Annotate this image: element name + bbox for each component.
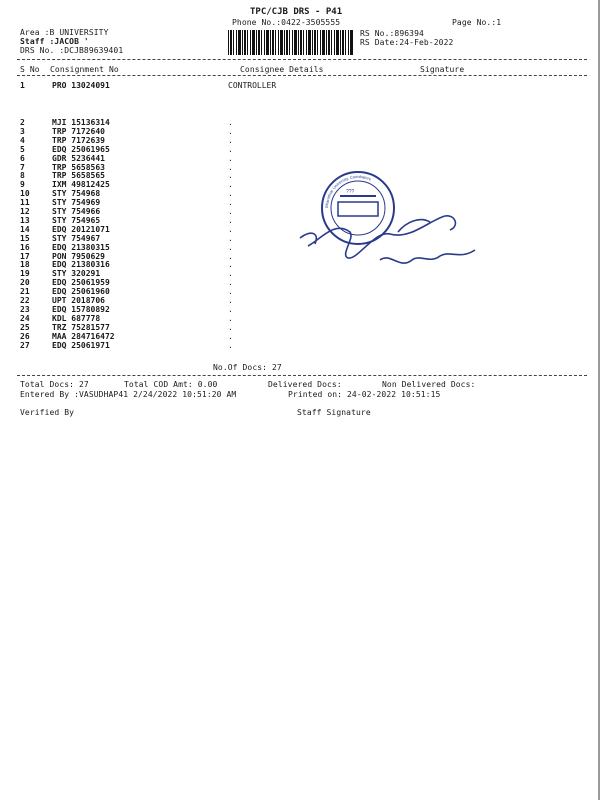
row-serial: 22 — [20, 296, 30, 305]
row-consignment: MAA 284716472 — [52, 331, 115, 341]
staff-label: Staff :JACOB ' — [20, 37, 89, 46]
row-consignee-details: . — [228, 322, 233, 332]
stamp-ring-text: Bharathiar University, Coimbatore — [323, 173, 373, 209]
document-title: TPC/CJB DRS - P41 — [250, 7, 343, 17]
row-consignment: EDQ 20121071 — [52, 224, 110, 234]
row-consignment: TRP 7172640 — [52, 126, 105, 136]
delivered-docs: Delivered Docs: — [268, 380, 342, 389]
row-consignee-details: . — [228, 180, 233, 190]
row-consignee-details: . — [228, 313, 233, 323]
row-serial: 27 — [20, 340, 30, 350]
row-consignee-details: . — [228, 171, 233, 181]
header-rule — [17, 59, 587, 60]
table-row — [0, 127, 600, 136]
row-consignee-details: . — [228, 331, 233, 341]
row-consignee-details: . — [228, 260, 233, 270]
row-serial: 15 — [20, 233, 30, 243]
row-serial: 13 — [20, 215, 30, 225]
row-serial: 1 — [20, 81, 25, 90]
row-consignment: STY 754968 — [52, 189, 101, 199]
row-consignment: STY 754967 — [52, 233, 101, 243]
row-serial: 26 — [20, 331, 30, 341]
row-serial: 7 — [20, 162, 25, 172]
row-consignment: EDQ 25061971 — [52, 340, 110, 350]
barcode — [228, 30, 354, 55]
row-consignee-details: . — [228, 278, 233, 288]
column-rule — [17, 75, 587, 76]
row-consignment: STY 754969 — [52, 198, 101, 208]
row-consignee-details: . — [228, 207, 233, 216]
table-row — [0, 305, 600, 314]
page-number: Page No.:1 — [452, 18, 502, 27]
row-consignee-details: . — [228, 198, 233, 208]
row-consignee-details: . — [228, 340, 233, 350]
row-serial: 8 — [20, 171, 25, 181]
table-row — [0, 323, 600, 332]
row-consignment: STY 320291 — [52, 269, 101, 279]
row-serial: 4 — [20, 135, 25, 145]
printed-on: Printed on: 24-02-2022 10:51:15 — [288, 390, 441, 399]
rs-date: RS Date:24-Feb-2022 — [360, 38, 454, 47]
row-consignment: GDR 5236441 — [52, 153, 105, 163]
row-consignee-details: . — [228, 162, 233, 172]
row-consignee-details: . — [228, 242, 233, 252]
row-consignment: TRP 5658563 — [52, 162, 105, 172]
row-serial: 19 — [20, 269, 30, 279]
row-consignee-details: . — [228, 287, 233, 297]
row-consignee-details: . — [228, 118, 233, 127]
row-consignment: EDQ 15780892 — [52, 304, 110, 314]
row-consignment: TRP 7172639 — [52, 135, 105, 145]
table-row — [0, 296, 600, 305]
row-serial: 24 — [20, 313, 30, 323]
row-serial: 16 — [20, 242, 30, 252]
row-serial: 14 — [20, 224, 30, 234]
row-consignee-details: . — [228, 296, 233, 305]
row-consignment: EDQ 25061959 — [52, 278, 110, 288]
row-consignment: TRP 5658565 — [52, 171, 105, 181]
table-row — [0, 341, 600, 350]
row-consignment: UPT 2018706 — [52, 296, 105, 305]
row-consignee-details: . — [228, 189, 233, 199]
row-consignment: STY 754965 — [52, 215, 101, 225]
table-row — [0, 145, 600, 154]
row-serial: 25 — [20, 322, 30, 332]
row-serial: 20 — [20, 278, 30, 288]
row-consignee-details: . — [228, 144, 233, 154]
col-signature: Signature — [420, 65, 465, 74]
staff-signature-label: Staff Signature — [297, 408, 371, 417]
row-serial: 9 — [20, 180, 25, 190]
row-consignment: IXM 49812425 — [52, 180, 110, 190]
footer-rule — [17, 375, 587, 376]
row-serial: 12 — [20, 207, 30, 216]
no-of-docs: No.Of Docs: 27 — [213, 363, 282, 372]
table-row — [0, 81, 600, 90]
row-serial: 18 — [20, 260, 30, 270]
area-label: Area :B UNIVERSITY — [20, 28, 109, 37]
row-consignee-details: . — [228, 269, 233, 279]
row-consignment: EDQ 25061960 — [52, 287, 110, 297]
table-row — [0, 118, 600, 127]
row-serial: 5 — [20, 144, 25, 154]
stamp-center-text: ??? — [346, 189, 355, 195]
col-sno: S No — [20, 65, 40, 74]
entered-by: Entered By :VASUDHAP41 2/24/2022 10:51:20 AM — [20, 390, 237, 399]
row-consignee-details: . — [228, 135, 233, 145]
col-consignee: Consignee Details — [240, 65, 324, 74]
row-consignment: EDQ 21380315 — [52, 242, 110, 252]
row-serial: 21 — [20, 287, 30, 297]
row-serial: 23 — [20, 304, 30, 314]
table-row — [0, 136, 600, 145]
table-row — [0, 314, 600, 323]
row-consignment: MJI 15136314 — [52, 118, 110, 127]
total-cod: Total COD Amt: 0.00 — [124, 380, 218, 389]
row-serial: 17 — [20, 251, 30, 261]
row-consignee-details: . — [228, 126, 233, 136]
row-consignment: TRZ 75281577 — [52, 322, 110, 332]
row-consignment: KDL 687778 — [52, 313, 101, 323]
rs-number: RS No.:896394 — [360, 29, 424, 38]
non-delivered-docs: Non Delivered Docs: — [382, 380, 476, 389]
row-consignee-details: . — [228, 224, 233, 234]
row-serial: 6 — [20, 153, 25, 163]
row-consignment: EDQ 21380316 — [52, 260, 110, 270]
row-serial: 10 — [20, 189, 30, 199]
row-serial: 3 — [20, 126, 25, 136]
university-stamp — [322, 172, 394, 244]
row-consignee-details: . — [228, 153, 233, 163]
verified-by: Verified By — [20, 408, 75, 417]
row-consignee-details: . — [228, 233, 233, 243]
row-consignment: PRO 13024091 — [52, 81, 110, 90]
table-row — [0, 332, 600, 341]
col-consignment: Consignment No — [50, 65, 119, 74]
drs-number: DRS No. :DCJB89639401 — [20, 46, 124, 55]
row-consignment: STY 754966 — [52, 207, 101, 216]
row-consignee-details: . — [228, 215, 233, 225]
row-serial: 2 — [20, 118, 25, 127]
row-consignee-details: CONTROLLER — [228, 81, 277, 90]
table-row — [0, 287, 600, 296]
row-consignment: PON 7950629 — [52, 251, 105, 261]
row-consignee-details: . — [228, 251, 233, 261]
row-consignee-details: . — [228, 304, 233, 314]
total-docs: Total Docs: 27 — [20, 380, 89, 389]
stamp-and-signature — [280, 160, 510, 280]
row-consignment: EDQ 25061965 — [52, 144, 110, 154]
row-serial: 11 — [20, 198, 30, 208]
phone-number: Phone No.:0422-3505555 — [232, 18, 341, 27]
